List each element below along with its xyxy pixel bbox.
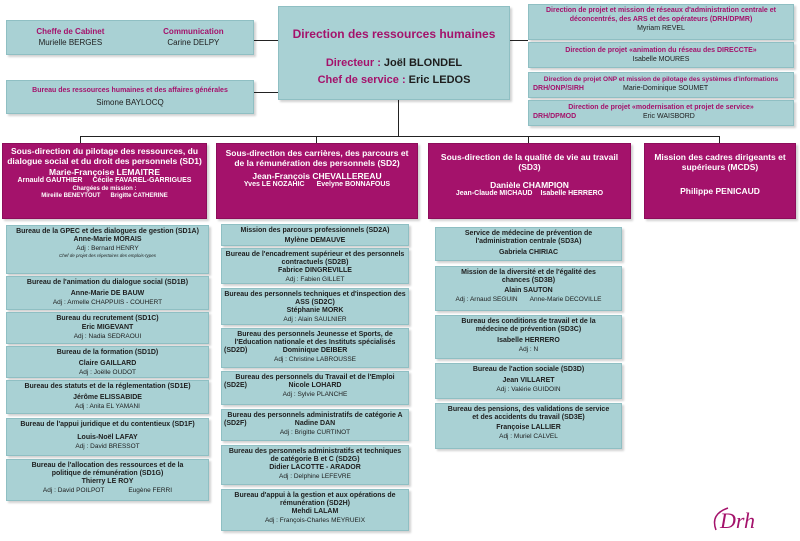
bureau-sd2b-adj: Adj : Fabien GILLET (285, 275, 345, 283)
bureau-sd2h-title: Bureau d'appui à la gestion et aux opérations de rémunération (SD2H) (234, 492, 396, 507)
connector-right (510, 40, 528, 41)
bureau-sd3e-name: Françoise LALLIER (496, 424, 561, 431)
bureau-sd2d-title: Bureau des personnels Jeunesse et Sports, de l'Education nationale et des Instituts spécialisés (234, 331, 396, 346)
bureau-sd3d (435, 363, 622, 399)
bureau-sd2e-code: (SD2E) (224, 382, 247, 389)
bureau-sd1a-name: Anne-Marie MORAIS (73, 236, 142, 243)
bureau-sd3c-adj: Adj : N (518, 345, 539, 353)
bureau-sd3b-name: Alain SAUTON (504, 287, 553, 294)
bureau-sd3c-name: Isabelle HERRERO (497, 337, 560, 344)
drh-logo-text: Drh (720, 508, 756, 533)
bureau-rh-box (6, 80, 254, 114)
mcds-head: Philippe PENICAUD (680, 186, 760, 196)
connector-sd2 (316, 136, 317, 143)
cabinet-name: Murielle BERGES (38, 38, 103, 47)
drh-logo (706, 500, 770, 536)
project-modernisation-name: Eric WAISBORD (643, 113, 695, 120)
bureau-sd1f (6, 418, 209, 456)
sd3-head: Danièle CHAMPION (490, 180, 569, 190)
bureau-sd1e-adj: Adj : Anita EL YAMANI (75, 402, 140, 410)
bureau-sd2f-adj: Adj : Brigitte CURTINOT (279, 428, 351, 436)
bureau-sd3b-title: Mission de la diversité et de l'égalité des chances (SD3B) (461, 269, 596, 284)
mcds-title: Mission des cadres dirigeants et supérieurs (MCDS) (654, 152, 786, 172)
bureau-sd2c-name: Stéphanie MORK (286, 307, 344, 314)
bureau-sd3d-name: Jean VILLARET (502, 377, 555, 384)
project-dpmr-name: Myriam REVEL (637, 25, 685, 32)
bureau-sd2d (221, 328, 409, 368)
drh-logo-icon (706, 500, 770, 536)
cabinet-title: Cheffe de Cabinet (36, 27, 105, 36)
bureau-sd3e-title: Bureau des pensions, des validations de service et des accidents du travail (SD3E) (447, 406, 610, 421)
bureau-sd2g (221, 445, 409, 485)
sd1-title: Sous-direction du pilotage des ressources, du dialogue social et du droit des personnels (SD1) (7, 146, 202, 166)
connector-left (254, 40, 278, 41)
bureau-sd1c (6, 312, 209, 344)
bureau-sd1d-adj: Adj : Joëlle OUDOT (78, 368, 137, 376)
project-onp-box (528, 72, 794, 98)
bureau-sd2f-code: (SD2F) (224, 420, 247, 427)
project-modernisation-code: DRH/DPMOD (533, 113, 577, 120)
bureau-sd3d-adj: Adj : Valérie GUIDOIN (496, 385, 561, 393)
bureau-sd1a-title: Bureau de la GPEC et des dialogues de gestion (SD1A) (16, 228, 199, 235)
bureau-sd3c-title: Bureau des conditions de travail et de la médecine de prévention (SD3C) (461, 318, 596, 333)
bureau-rh-title: Bureau des ressources humaines et des affaires générales (32, 87, 228, 94)
bureau-sd3c (435, 315, 622, 359)
bureau-sd1c-name: Eric MIGEVANT (81, 324, 134, 331)
director-name: Joël BLONDEL (383, 57, 463, 69)
connector-sd3 (528, 136, 529, 143)
bureau-sd1b-name: Anne-Marie DE BAUW (70, 290, 145, 297)
bureau-sd3b-adj: Adj : Arnaud SEGUIN (455, 295, 518, 303)
project-onp-title: Direction de projet ONP et mission de pilotage des systèmes d'informations (543, 76, 779, 83)
bureau-sd3a-title: Service de médecine de prévention de l'administration centrale (SD3A) (464, 230, 593, 245)
drh-title: Direction des ressources humaines (292, 27, 496, 41)
bureau-sd2e-adj: Adj : Sylvie PLANCHE (282, 390, 348, 398)
bureau-sd1d-name: Claire GAILLARD (78, 360, 137, 367)
bureau-sd2b (221, 248, 409, 284)
project-direccte-box (528, 42, 794, 68)
bureau-sd3a-name: Gabriela CHIRIAC (498, 249, 559, 256)
sd1-head: Marie-Françoise LEMAITRE (49, 167, 160, 177)
connector-center-down (398, 100, 399, 136)
bureau-sd1b (6, 276, 209, 310)
bureau-sd1e-title: Bureau des statuts et de la réglementation (SD1E) (24, 383, 191, 390)
cabinet-box (6, 20, 254, 55)
bureau-rh-name: Simone BAYLOCQ (96, 98, 164, 107)
bureau-sd3d-title: Bureau de l'action sociale (SD3D) (472, 366, 585, 373)
sd1-mission1: Mireille BENEYTOUT (41, 193, 101, 199)
bureau-sd2h (221, 489, 409, 531)
bureau-sd3e (435, 403, 622, 449)
bureau-sd3a (435, 227, 622, 261)
bureau-sd2f-name: Nadine DAN (294, 420, 336, 427)
bureau-sd2c-title: Bureau des personnels techniques et d'inspection des ASS (SD2C) (224, 291, 406, 306)
director-label: Directeur : (325, 57, 384, 69)
bureau-sd2h-name: Mehdi LALAM (291, 508, 339, 515)
project-direccte-title: Direction de projet «animation du réseau des DIRECCTE» (565, 47, 757, 54)
bureau-sd1f-title: Bureau de l'appui juridique et du contentieux (SD1F) (20, 421, 195, 428)
sd2-header (216, 143, 418, 219)
bureau-sd2e-name: Nicole LOHARD (288, 382, 342, 389)
connector-mcds (719, 136, 720, 143)
connector-left-bureau (254, 92, 278, 93)
drh-box (278, 6, 510, 100)
project-modernisation-title: Direction de projet «modernisation et projet de service» (568, 104, 754, 111)
sd3-title: Sous-direction de la qualité de vie au travail (SD3) (440, 152, 619, 172)
bureau-sd1a (6, 225, 209, 274)
bureau-sd2f (221, 409, 409, 441)
bureau-sd1g (6, 459, 209, 501)
bureau-sd1g-name: Thierry LE ROY (81, 478, 134, 485)
sd1-mission2: Brigitte CATHERINE (110, 193, 168, 199)
bureau-sd1e-name: Jérôme ELISSABIDE (73, 394, 142, 401)
bureau-sd1b-adj: Adj : Armelle CHAPPUIS - COUHERT (52, 298, 163, 306)
bureau-sd1d-title: Bureau de la formation (SD1D) (56, 349, 159, 356)
chief-line (279, 74, 509, 87)
mcds-header (644, 143, 796, 219)
bureau-sd1c-adj: Adj : Nadia SEDRAOUI (73, 332, 142, 340)
bureau-sd2e-title: Bureau des personnels du Travail et de l'Emploi (235, 374, 395, 381)
bureau-sd2a-name: Mylène DEMAUVE (284, 237, 346, 244)
sd3-adj2: Isabelle HERRERO (540, 190, 604, 197)
bureau-sd2d-name: Dominique DEIBER (282, 347, 348, 354)
bureau-sd2c (221, 288, 409, 325)
bureau-sd1g-adj2: Eugène FERRI (128, 486, 173, 494)
bureau-sd1b-title: Bureau de l'animation du dialogue social (SD1B) (26, 279, 189, 286)
communication-name: Carine DELPY (167, 38, 220, 47)
bureau-sd2g-name: Didier LACOTTE - ARADOR (269, 464, 361, 471)
bureau-sd2d-code: (SD2D) (224, 347, 248, 354)
bureau-sd2a (221, 224, 409, 246)
bureau-sd1c-title: Bureau du recrutement (SD1C) (56, 315, 159, 322)
sd1-missions-label: Chargées de mission : (72, 185, 137, 192)
bureau-sd1a-note: Chef de projet des répertoires des emplois-types (58, 252, 157, 258)
bureau-sd1e (6, 380, 209, 414)
communication-title: Communication (163, 27, 224, 36)
sd2-head: Jean-François CHEVALLEREAU (252, 171, 382, 181)
chief-label: Chef de service : (317, 74, 409, 86)
bureau-sd2c-adj: Adj : Alain SAULNIER (283, 315, 347, 323)
sd3-adj1: Jean-Claude MICHAUD (455, 190, 533, 197)
connector-sd1 (80, 136, 81, 143)
bureau-sd2a-title: Mission des parcours professionnels (SD2A) (240, 227, 390, 234)
project-dpmr-box (528, 4, 794, 40)
sd2-adj2: Evelyne BONNAFOUS (316, 181, 391, 188)
bureau-sd2f-title: Bureau des personnels administratifs de catégorie A (227, 412, 403, 419)
sd1-adj2: Cécile FAVAREL-GARRIGUES (92, 177, 192, 184)
director-line (279, 57, 509, 70)
bureau-sd3b-adj2: Anne-Marie DECOVILLE (529, 295, 602, 303)
bureau-sd1f-name: Louis-Noël LAFAY (77, 434, 138, 441)
project-dpmr-title: Direction de projet et mission de réseaux d'administration centrale et déconcentrés, des ARS et des opérateurs (DRH/DPMR) (545, 7, 776, 23)
chief-name: Eric LEDOS (408, 74, 471, 86)
bureau-sd2e (221, 371, 409, 405)
sd3-header (428, 143, 631, 219)
bureau-sd1a-adj: Adj : Bernard HENRY (76, 244, 139, 252)
bureau-sd2d-adj: Adj : Christine LABROUSSE (273, 355, 356, 363)
bureau-sd1g-title: Bureau de l'allocation des ressources et de la politique de rémunération (SD1G) (31, 462, 184, 477)
bureau-sd2b-title: Bureau de l'encadrement supérieur et des personnels contractuels (SD2B) (225, 251, 405, 266)
connector-horizontal (80, 136, 720, 137)
bureau-sd2b-name: Fabrice DINGREVILLE (278, 267, 352, 274)
bureau-sd1g-adj: Adj : David POILPOT (42, 486, 105, 494)
sd2-adj1: Yves LE NOZAHIC (243, 181, 305, 188)
sd1-header (2, 143, 207, 219)
bureau-sd2g-adj: Adj : Delphine LEFEVRE (279, 472, 351, 480)
bureau-sd2g-title: Bureau des personnels administratifs et techniques de catégorie B et C (SD2G) (228, 448, 402, 463)
project-onp-code: DRH/ONP/SIRH (533, 85, 584, 92)
bureau-sd3e-adj: Adj : Muriel CALVEL (499, 432, 558, 440)
bureau-sd2h-adj: Adj : François-Charles MEYRUEIX (264, 516, 366, 524)
sd2-title: Sous-direction des carrières, des parcours et de la rémunération des personnels (SD2) (225, 148, 409, 168)
project-modernisation-box (528, 100, 794, 126)
bureau-sd1f-adj: Adj : David BRESSOT (75, 442, 140, 450)
project-onp-name: Marie-Dominique SOUMET (623, 85, 709, 92)
bureau-sd1d (6, 346, 209, 378)
bureau-sd3b (435, 266, 622, 311)
project-direccte-name: Isabelle MOURES (632, 56, 690, 63)
sd1-adj1: Arnauld GAUTHIER (17, 177, 83, 184)
